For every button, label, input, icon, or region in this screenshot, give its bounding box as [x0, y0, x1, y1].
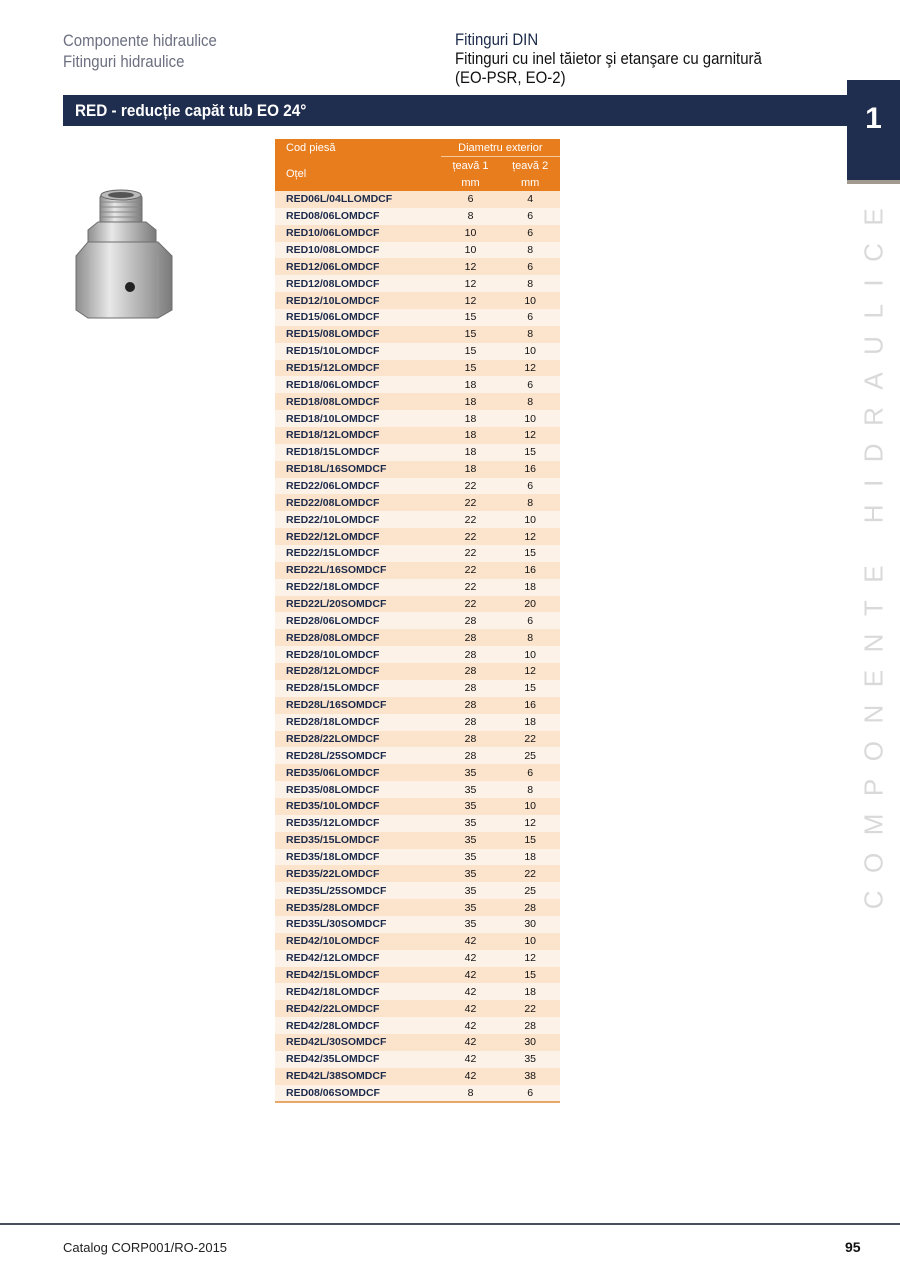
tube2-diameter-cell: 6: [500, 309, 560, 326]
tube1-diameter-cell: 15: [441, 343, 501, 360]
table-row: [275, 933, 560, 950]
tube2-diameter-cell: 12: [500, 360, 560, 377]
tube1-diameter-cell: 42: [441, 1068, 501, 1085]
table-row: [275, 478, 560, 495]
table-row: [275, 815, 560, 832]
table-row: [275, 747, 560, 764]
tube2-diameter-cell: 15: [500, 545, 560, 562]
family-standards: (EO-PSR, EO-2): [455, 68, 566, 87]
table-row: [275, 899, 560, 916]
tube2-diameter-cell: 10: [500, 292, 560, 309]
table-row: [275, 511, 560, 528]
tube2-diameter-cell: 28: [500, 899, 560, 916]
tube1-diameter-cell: 28: [441, 646, 501, 663]
table-row: [275, 1034, 560, 1051]
tube1-diameter-cell: 22: [441, 596, 501, 613]
part-code-cell: RED42/18LOMDCF: [275, 983, 441, 1000]
table-row: [275, 680, 560, 697]
table-row: [275, 545, 560, 562]
footer-divider: [0, 1223, 900, 1225]
tube1-diameter-cell: 35: [441, 849, 501, 866]
table-row: [275, 1085, 560, 1103]
table-row: [275, 309, 560, 326]
tube1-diameter-cell: 22: [441, 579, 501, 596]
table-row: [275, 629, 560, 646]
tube2-diameter-cell: 38: [500, 1068, 560, 1085]
part-code-cell: RED10/06LOMDCF: [275, 225, 441, 242]
tube1-diameter-cell: 22: [441, 511, 501, 528]
tube1-diameter-cell: 35: [441, 764, 501, 781]
family-subtitle: Fitinguri cu inel tăietor şi etanşare cu garnitură: [455, 49, 762, 68]
part-code-cell: RED22L/16SOMDCF: [275, 562, 441, 579]
tube2-diameter-cell: 22: [500, 731, 560, 748]
tube1-diameter-cell: 18: [441, 444, 501, 461]
part-code-cell: RED35L/30SOMDCF: [275, 916, 441, 933]
tube1-diameter-cell: 35: [441, 916, 501, 933]
tube1-diameter-cell: 22: [441, 545, 501, 562]
tube1-diameter-cell: 12: [441, 292, 501, 309]
part-code-cell: RED22/10LOMDCF: [275, 511, 441, 528]
col-diameter-group: Diametru exterior: [441, 139, 560, 157]
part-code-cell: RED18L/16SOMDCF: [275, 461, 441, 478]
part-code-cell: RED35/18LOMDCF: [275, 849, 441, 866]
col-tube1-header: țeavă 1: [441, 157, 501, 175]
tube2-diameter-cell: 12: [500, 950, 560, 967]
tube2-diameter-cell: 6: [500, 764, 560, 781]
catalog-code: Catalog CORP001/RO-2015: [63, 1240, 228, 1255]
part-code-cell: RED35/08LOMDCF: [275, 781, 441, 798]
tube2-diameter-cell: 6: [500, 376, 560, 393]
table-row: [275, 225, 560, 242]
parts-table: [275, 139, 560, 1103]
tube1-diameter-cell: 18: [441, 376, 501, 393]
tube1-diameter-cell: 15: [441, 309, 501, 326]
tube2-diameter-cell: 16: [500, 461, 560, 478]
table-row: [275, 612, 560, 629]
part-code-cell: RED42L/38SOMDCF: [275, 1068, 441, 1085]
tube1-diameter-cell: 42: [441, 950, 501, 967]
part-code-cell: RED42/10LOMDCF: [275, 933, 441, 950]
tube2-diameter-cell: 6: [500, 225, 560, 242]
part-code-cell: RED28L/16SOMDCF: [275, 697, 441, 714]
table-row: [275, 258, 560, 275]
table-body: [275, 191, 560, 1102]
tube2-diameter-cell: 12: [500, 427, 560, 444]
fitting-photo-icon: [74, 186, 174, 320]
table-row: [275, 410, 560, 427]
part-code-cell: RED15/12LOMDCF: [275, 360, 441, 377]
tube1-diameter-cell: 42: [441, 1000, 501, 1017]
part-code-cell: RED15/10LOMDCF: [275, 343, 441, 360]
table-row: [275, 596, 560, 613]
part-code-cell: RED18/12LOMDCF: [275, 427, 441, 444]
part-code-cell: RED35/28LOMDCF: [275, 899, 441, 916]
tube1-diameter-cell: 42: [441, 1017, 501, 1034]
tube2-diameter-cell: 25: [500, 882, 560, 899]
part-code-cell: RED42/35LOMDCF: [275, 1051, 441, 1068]
table-row: [275, 360, 560, 377]
category-title: Componente hidraulice: [63, 31, 217, 50]
chapter-number: 1: [865, 102, 882, 135]
table-row: [275, 494, 560, 511]
part-code-cell: RED42/12LOMDCF: [275, 950, 441, 967]
tube2-diameter-cell: 18: [500, 714, 560, 731]
table-row: [275, 882, 560, 899]
col-material-header: Oțel: [275, 157, 441, 192]
tube2-diameter-cell: 16: [500, 697, 560, 714]
table-row: [275, 1000, 560, 1017]
tube1-diameter-cell: 28: [441, 612, 501, 629]
part-code-cell: RED35/22LOMDCF: [275, 865, 441, 882]
tube1-diameter-cell: 22: [441, 528, 501, 545]
section-band: [63, 95, 848, 126]
tube2-diameter-cell: 10: [500, 511, 560, 528]
tube2-diameter-cell: 22: [500, 865, 560, 882]
tube1-diameter-cell: 10: [441, 242, 501, 259]
part-code-cell: RED28/10LOMDCF: [275, 646, 441, 663]
tube1-diameter-cell: 15: [441, 360, 501, 377]
tube1-diameter-cell: 15: [441, 326, 501, 343]
table-row: [275, 562, 560, 579]
part-code-cell: RED22L/20SOMDCF: [275, 596, 441, 613]
tube1-diameter-cell: 28: [441, 663, 501, 680]
tube2-diameter-cell: 15: [500, 832, 560, 849]
col-tube2-unit: mm: [500, 174, 560, 191]
part-code-cell: RED08/06LOMDCF: [275, 208, 441, 225]
tube1-diameter-cell: 12: [441, 275, 501, 292]
page-number: 95: [845, 1239, 861, 1255]
tube1-diameter-cell: 10: [441, 225, 501, 242]
table-row: [275, 393, 560, 410]
tube2-diameter-cell: 8: [500, 326, 560, 343]
tube2-diameter-cell: 10: [500, 646, 560, 663]
chapter-tab: [847, 80, 900, 184]
part-code-cell: RED28/22LOMDCF: [275, 731, 441, 748]
part-code-cell: RED42/22LOMDCF: [275, 1000, 441, 1017]
tube2-diameter-cell: 4: [500, 191, 560, 208]
part-code-cell: RED28/12LOMDCF: [275, 663, 441, 680]
table-row: [275, 528, 560, 545]
part-code-cell: RED08/06SOMDCF: [275, 1085, 441, 1103]
table-row: [275, 1017, 560, 1034]
table-row: [275, 376, 560, 393]
part-code-cell: RED28/18LOMDCF: [275, 714, 441, 731]
table-row: [275, 208, 560, 225]
tube2-diameter-cell: 18: [500, 983, 560, 1000]
part-code-cell: RED12/08LOMDCF: [275, 275, 441, 292]
part-code-cell: RED12/10LOMDCF: [275, 292, 441, 309]
tube1-diameter-cell: 42: [441, 967, 501, 984]
table-row: [275, 292, 560, 309]
part-code-cell: RED15/08LOMDCF: [275, 326, 441, 343]
table-row: [275, 950, 560, 967]
table-row: [275, 1068, 560, 1085]
tube2-diameter-cell: 6: [500, 258, 560, 275]
breadcrumb-left: [63, 30, 217, 72]
part-code-cell: RED28/15LOMDCF: [275, 680, 441, 697]
tube2-diameter-cell: 10: [500, 798, 560, 815]
col-tube2-header: țeavă 2: [500, 157, 560, 175]
tube1-diameter-cell: 35: [441, 832, 501, 849]
tube1-diameter-cell: 22: [441, 562, 501, 579]
part-code-cell: RED10/08LOMDCF: [275, 242, 441, 259]
tube1-diameter-cell: 42: [441, 933, 501, 950]
part-code-cell: RED22/18LOMDCF: [275, 579, 441, 596]
part-code-cell: RED22/15LOMDCF: [275, 545, 441, 562]
table-row: [275, 663, 560, 680]
table-row: [275, 326, 560, 343]
tube2-diameter-cell: 8: [500, 494, 560, 511]
tube1-diameter-cell: 18: [441, 410, 501, 427]
tube1-diameter-cell: 18: [441, 393, 501, 410]
family-title: Fitinguri DIN: [455, 30, 539, 49]
tube1-diameter-cell: 28: [441, 731, 501, 748]
tube2-diameter-cell: 18: [500, 579, 560, 596]
table-row: [275, 343, 560, 360]
tube2-diameter-cell: 28: [500, 1017, 560, 1034]
tube1-diameter-cell: 12: [441, 258, 501, 275]
tube1-diameter-cell: 28: [441, 629, 501, 646]
part-code-cell: RED22/06LOMDCF: [275, 478, 441, 495]
part-code-cell: RED42/15LOMDCF: [275, 967, 441, 984]
subcategory-title: Fitinguri hidraulice: [63, 52, 185, 71]
table-row: [275, 275, 560, 292]
tube2-diameter-cell: 6: [500, 208, 560, 225]
table-row: [275, 427, 560, 444]
tube1-diameter-cell: 28: [441, 697, 501, 714]
part-code-cell: RED28/06LOMDCF: [275, 612, 441, 629]
tube1-diameter-cell: 28: [441, 714, 501, 731]
tube2-diameter-cell: 15: [500, 967, 560, 984]
table-row: [275, 781, 560, 798]
tube1-diameter-cell: 35: [441, 882, 501, 899]
table-row: [275, 798, 560, 815]
part-code-cell: RED42/28LOMDCF: [275, 1017, 441, 1034]
part-code-cell: RED28/08LOMDCF: [275, 629, 441, 646]
part-code-cell: RED22/08LOMDCF: [275, 494, 441, 511]
tube2-diameter-cell: 12: [500, 528, 560, 545]
part-code-cell: RED35/12LOMDCF: [275, 815, 441, 832]
tube1-diameter-cell: 8: [441, 1085, 501, 1103]
tube2-diameter-cell: 12: [500, 663, 560, 680]
part-code-cell: RED12/06LOMDCF: [275, 258, 441, 275]
tube1-diameter-cell: 28: [441, 680, 501, 697]
tube2-diameter-cell: 6: [500, 1085, 560, 1103]
tube1-diameter-cell: 35: [441, 781, 501, 798]
tube1-diameter-cell: 18: [441, 461, 501, 478]
table-row: [275, 697, 560, 714]
tube2-diameter-cell: 20: [500, 596, 560, 613]
part-code-cell: RED42L/30SOMDCF: [275, 1034, 441, 1051]
tube2-diameter-cell: 8: [500, 275, 560, 292]
part-code-cell: RED28L/25SOMDCF: [275, 747, 441, 764]
tube2-diameter-cell: 8: [500, 393, 560, 410]
table-row: [275, 191, 560, 208]
col-tube1-unit: mm: [441, 174, 501, 191]
table-row: [275, 764, 560, 781]
tube1-diameter-cell: 28: [441, 747, 501, 764]
tube2-diameter-cell: 16: [500, 562, 560, 579]
table-row: [275, 242, 560, 259]
tube2-diameter-cell: 15: [500, 444, 560, 461]
part-code-cell: RED22/12LOMDCF: [275, 528, 441, 545]
part-code-cell: RED35/06LOMDCF: [275, 764, 441, 781]
table-row: [275, 1051, 560, 1068]
tube2-diameter-cell: 8: [500, 781, 560, 798]
tube1-diameter-cell: 35: [441, 899, 501, 916]
table-row: [275, 461, 560, 478]
tube1-diameter-cell: 22: [441, 494, 501, 511]
part-code-cell: RED18/15LOMDCF: [275, 444, 441, 461]
part-code-cell: RED35/10LOMDCF: [275, 798, 441, 815]
tube2-diameter-cell: 6: [500, 612, 560, 629]
part-code-cell: RED15/06LOMDCF: [275, 309, 441, 326]
part-code-cell: RED18/10LOMDCF: [275, 410, 441, 427]
tube2-diameter-cell: 22: [500, 1000, 560, 1017]
table-row: [275, 832, 560, 849]
table-row: [275, 916, 560, 933]
tube1-diameter-cell: 35: [441, 798, 501, 815]
tube2-diameter-cell: 30: [500, 916, 560, 933]
part-code-cell: RED18/06LOMDCF: [275, 376, 441, 393]
tube2-diameter-cell: 10: [500, 933, 560, 950]
table-row: [275, 967, 560, 984]
tube1-diameter-cell: 35: [441, 815, 501, 832]
part-code-cell: RED18/08LOMDCF: [275, 393, 441, 410]
tube1-diameter-cell: 42: [441, 1051, 501, 1068]
table-row: [275, 646, 560, 663]
tube1-diameter-cell: 18: [441, 427, 501, 444]
breadcrumb-right: [455, 30, 762, 87]
table-row: [275, 579, 560, 596]
part-code-cell: RED06L/04LLOMDCF: [275, 191, 441, 208]
table-row: [275, 444, 560, 461]
table-row: [275, 849, 560, 866]
tube2-diameter-cell: 18: [500, 849, 560, 866]
col-code-header: Cod piesă: [275, 139, 441, 157]
tube2-diameter-cell: 10: [500, 343, 560, 360]
table-row: [275, 983, 560, 1000]
tube1-diameter-cell: 22: [441, 478, 501, 495]
tube2-diameter-cell: 25: [500, 747, 560, 764]
table-row: [275, 865, 560, 882]
tube2-diameter-cell: 6: [500, 478, 560, 495]
table-row: [275, 731, 560, 748]
tube1-diameter-cell: 6: [441, 191, 501, 208]
tube2-diameter-cell: 8: [500, 629, 560, 646]
table-row: [275, 714, 560, 731]
tube2-diameter-cell: 8: [500, 242, 560, 259]
part-code-cell: RED35L/25SOMDCF: [275, 882, 441, 899]
tube2-diameter-cell: 35: [500, 1051, 560, 1068]
tube2-diameter-cell: 10: [500, 410, 560, 427]
tube2-diameter-cell: 30: [500, 1034, 560, 1051]
part-code-cell: RED35/15LOMDCF: [275, 832, 441, 849]
vertical-chapter-label: COMPONENTE HIDRAULICE: [858, 190, 889, 910]
tube1-diameter-cell: 8: [441, 208, 501, 225]
tube1-diameter-cell: 42: [441, 1034, 501, 1051]
tube2-diameter-cell: 12: [500, 815, 560, 832]
tube1-diameter-cell: 42: [441, 983, 501, 1000]
section-title: RED - reducție capăt tub EO 24°: [75, 101, 307, 120]
tube2-diameter-cell: 15: [500, 680, 560, 697]
tube1-diameter-cell: 35: [441, 865, 501, 882]
